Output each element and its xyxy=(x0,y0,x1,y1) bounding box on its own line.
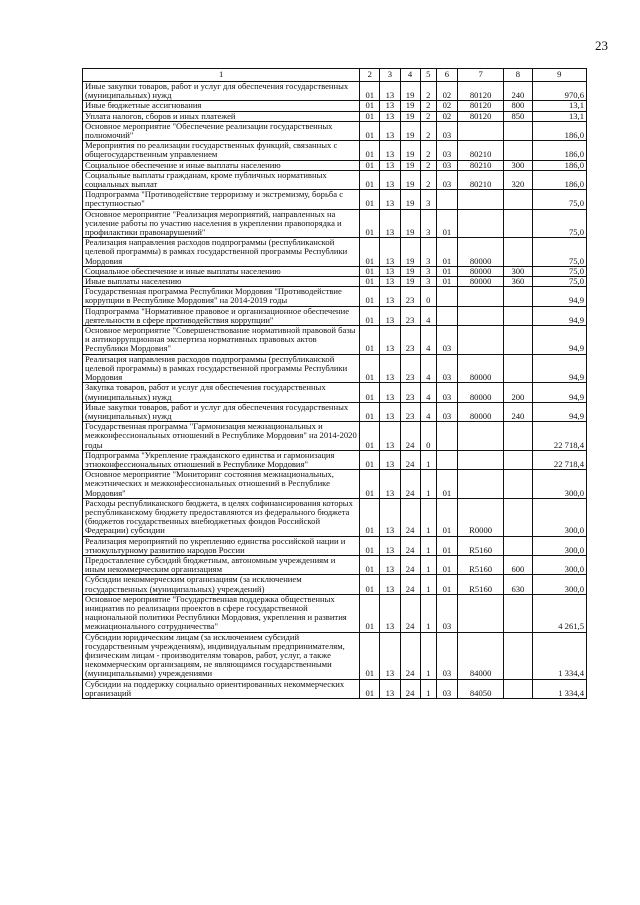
amount-cell: 13,1 xyxy=(532,111,586,121)
row-name-cell: Подпрограмма "Нормативное правовое и организационное обеспечение деятельности в сфере противодействия коррупции" xyxy=(83,306,360,325)
section-code-cell: 01 xyxy=(360,594,380,632)
activity-code-cell: 02 xyxy=(436,82,457,101)
amount-cell: 300,0 xyxy=(532,555,586,574)
row-name-cell: Иные закупки товаров, работ и услуг для обеспечения государственных (муниципальных) нужд xyxy=(83,82,360,101)
section-code-cell: 01 xyxy=(360,354,380,383)
subprogram-code-cell: 4 xyxy=(420,402,436,421)
table-row xyxy=(83,141,587,160)
amount-cell: 186,0 xyxy=(532,141,586,160)
subprogram-code-cell: 3 xyxy=(420,209,436,238)
program-code-cell: 19 xyxy=(400,277,420,287)
subsection-code-cell: 13 xyxy=(380,141,400,160)
section-code-cell: 01 xyxy=(360,632,380,679)
subsection-code-cell: 13 xyxy=(380,402,400,421)
activity-code-cell: 03 xyxy=(436,141,457,160)
subsection-code-cell: 13 xyxy=(380,190,400,209)
section-code-cell: 01 xyxy=(360,238,380,267)
expense-direction-cell: 80000 xyxy=(457,383,503,402)
subsection-code-cell: 13 xyxy=(380,679,400,698)
section-code-cell: 01 xyxy=(360,190,380,209)
expense-type-cell xyxy=(504,422,532,451)
amount-cell: 300,0 xyxy=(532,575,586,594)
row-name-cell: Реализация мероприятий по укреплению единства российской нации и этнокультурному развитию народов России xyxy=(83,536,360,555)
expense-type-cell xyxy=(504,287,532,306)
expense-type-cell xyxy=(504,632,532,679)
activity-code-cell xyxy=(436,287,457,306)
amount-cell: 94,9 xyxy=(532,326,586,355)
amount-cell: 1 334,4 xyxy=(532,679,586,698)
amount-cell: 75,0 xyxy=(532,238,586,267)
section-code-cell: 01 xyxy=(360,170,380,189)
amount-cell: 300,0 xyxy=(532,470,586,499)
subsection-code-cell: 13 xyxy=(380,160,400,170)
table-row xyxy=(83,555,587,574)
program-code-cell: 19 xyxy=(400,141,420,160)
header-cell: 8 xyxy=(504,69,532,82)
table-row xyxy=(83,121,587,140)
subprogram-code-cell: 1 xyxy=(420,594,436,632)
row-name-cell: Субсидии некоммерческим организациям (за исключением государственных (муниципальных) учреждений) xyxy=(83,575,360,594)
activity-code-cell: 03 xyxy=(436,121,457,140)
program-code-cell: 23 xyxy=(400,383,420,402)
table-row xyxy=(83,306,587,325)
row-name-cell: Реализация направления расходов подпрограммы (республиканской целевой программы) в рамках государственной программы Республики Мордовия xyxy=(83,238,360,267)
table-row xyxy=(83,470,587,499)
program-code-cell: 24 xyxy=(400,470,420,499)
subsection-code-cell: 13 xyxy=(380,450,400,469)
table-row xyxy=(83,450,587,469)
amount-cell: 75,0 xyxy=(532,266,586,276)
section-code-cell: 01 xyxy=(360,470,380,499)
program-code-cell: 19 xyxy=(400,82,420,101)
table-row xyxy=(83,160,587,170)
header-cell: 5 xyxy=(420,69,436,82)
table-row xyxy=(83,498,587,536)
table-row xyxy=(83,111,587,121)
activity-code-cell: 01 xyxy=(436,266,457,276)
subsection-code-cell: 13 xyxy=(380,306,400,325)
row-name-cell: Социальное обеспечение и иные выплаты населению xyxy=(83,160,360,170)
section-code-cell: 01 xyxy=(360,101,380,111)
program-code-cell: 19 xyxy=(400,190,420,209)
amount-cell: 22 718,4 xyxy=(532,422,586,451)
expense-direction-cell: 80000 xyxy=(457,402,503,421)
activity-code-cell xyxy=(436,450,457,469)
expense-direction-cell: R5160 xyxy=(457,575,503,594)
expense-type-cell: 300 xyxy=(504,266,532,276)
program-code-cell: 23 xyxy=(400,326,420,355)
section-code-cell: 01 xyxy=(360,306,380,325)
subsection-code-cell: 13 xyxy=(380,354,400,383)
expense-type-cell: 630 xyxy=(504,575,532,594)
row-name-cell: Мероприятия по реализации государственных функций, связанных с общегосударственным управлением xyxy=(83,141,360,160)
activity-code-cell: 01 xyxy=(436,209,457,238)
expense-direction-cell: 80120 xyxy=(457,101,503,111)
activity-code-cell: 03 xyxy=(436,383,457,402)
section-code-cell: 01 xyxy=(360,402,380,421)
subprogram-code-cell: 3 xyxy=(420,190,436,209)
subprogram-code-cell: 3 xyxy=(420,277,436,287)
amount-cell: 13,1 xyxy=(532,101,586,111)
table-row xyxy=(83,575,587,594)
row-name-cell: Государственная программа "Гармонизация межнациональных и межконфессиональных отношений в Республике Мордовия" на 2014-2020 годы xyxy=(83,422,360,451)
row-name-cell: Основное мероприятие "Мониторинг состояния межнациональных, межэтнических и межконфессиональных отношений в Республике Мордовия" xyxy=(83,470,360,499)
section-code-cell: 01 xyxy=(360,209,380,238)
expense-type-cell xyxy=(504,470,532,499)
amount-cell: 94,9 xyxy=(532,383,586,402)
row-name-cell: Реализация направления расходов подпрограммы (республиканской целевой программы) в рамках государственной программы Республики Мордовия xyxy=(83,354,360,383)
expense-type-cell xyxy=(504,498,532,536)
activity-code-cell xyxy=(436,306,457,325)
subsection-code-cell: 13 xyxy=(380,536,400,555)
subsection-code-cell: 13 xyxy=(380,170,400,189)
table-row xyxy=(83,82,587,101)
table-row xyxy=(83,190,587,209)
table-row xyxy=(83,422,587,451)
subsection-code-cell: 13 xyxy=(380,632,400,679)
header-cell: 7 xyxy=(457,69,503,82)
subprogram-code-cell: 1 xyxy=(420,575,436,594)
expense-direction-cell: 80120 xyxy=(457,111,503,121)
subprogram-code-cell: 2 xyxy=(420,141,436,160)
row-name-cell: Государственная программа Республики Мордовия "Противодействие коррупции в Республике Мордовия" на 2014-2019 годы xyxy=(83,287,360,306)
row-name-cell: Социальные выплаты гражданам, кроме публичных нормативных социальных выплат xyxy=(83,170,360,189)
row-name-cell: Расходы республиканского бюджета, в целях софинансирования которых республиканскому бюджету предоставляются из федерального бюджета (бюджетов государственных внебюджетных фондов Российской Федерации) субсидии xyxy=(83,498,360,536)
amount-cell: 94,9 xyxy=(532,402,586,421)
program-code-cell: 24 xyxy=(400,632,420,679)
table-row xyxy=(83,209,587,238)
subprogram-code-cell: 2 xyxy=(420,170,436,189)
amount-cell: 186,0 xyxy=(532,121,586,140)
program-code-cell: 23 xyxy=(400,306,420,325)
row-name-cell: Предоставление субсидий бюджетным, автономным учреждениям и иным некоммерческим организациям xyxy=(83,555,360,574)
section-code-cell: 01 xyxy=(360,82,380,101)
expense-direction-cell: R5160 xyxy=(457,555,503,574)
subprogram-code-cell: 1 xyxy=(420,498,436,536)
activity-code-cell: 03 xyxy=(436,160,457,170)
subprogram-code-cell: 0 xyxy=(420,287,436,306)
subprogram-code-cell: 4 xyxy=(420,306,436,325)
amount-cell: 186,0 xyxy=(532,170,586,189)
amount-cell: 75,0 xyxy=(532,209,586,238)
amount-cell: 1 334,4 xyxy=(532,632,586,679)
table-row xyxy=(83,536,587,555)
subprogram-code-cell: 1 xyxy=(420,632,436,679)
section-code-cell: 01 xyxy=(360,121,380,140)
table-row xyxy=(83,266,587,276)
program-code-cell: 24 xyxy=(400,679,420,698)
amount-cell: 300,0 xyxy=(532,498,586,536)
row-name-cell: Основное мероприятие "Реализация мероприятий, направленных на усиление работы по участию населения в укреплении правопорядка и профилактики правонарушений" xyxy=(83,209,360,238)
row-name-cell: Субсидии на поддержку социально ориентированных некоммерческих организаций xyxy=(83,679,360,698)
expense-type-cell xyxy=(504,450,532,469)
subprogram-code-cell: 3 xyxy=(420,238,436,267)
activity-code-cell: 03 xyxy=(436,326,457,355)
activity-code-cell xyxy=(436,422,457,451)
program-code-cell: 24 xyxy=(400,536,420,555)
amount-cell: 300,0 xyxy=(532,536,586,555)
row-name-cell: Подпрограмма "Укрепление гражданского единства и гармонизация этноконфессиональных отношений в Республике Мордовия" xyxy=(83,450,360,469)
program-code-cell: 19 xyxy=(400,209,420,238)
table-row xyxy=(83,287,587,306)
section-code-cell: 01 xyxy=(360,536,380,555)
row-name-cell: Иные закупки товаров, работ и услуг для обеспечения государственных (муниципальных) нужд xyxy=(83,402,360,421)
table-row xyxy=(83,101,587,111)
expense-type-cell xyxy=(504,141,532,160)
table-row xyxy=(83,402,587,421)
expense-direction-cell: 80210 xyxy=(457,170,503,189)
activity-code-cell: 01 xyxy=(436,536,457,555)
program-code-cell: 19 xyxy=(400,101,420,111)
activity-code-cell: 01 xyxy=(436,277,457,287)
section-code-cell: 01 xyxy=(360,383,380,402)
expense-type-cell: 240 xyxy=(504,402,532,421)
subsection-code-cell: 13 xyxy=(380,498,400,536)
expense-direction-cell xyxy=(457,121,503,140)
subprogram-code-cell: 1 xyxy=(420,679,436,698)
header-row xyxy=(83,69,587,82)
expense-direction-cell xyxy=(457,326,503,355)
section-code-cell: 01 xyxy=(360,679,380,698)
subprogram-code-cell: 2 xyxy=(420,160,436,170)
expense-direction-cell: 80000 xyxy=(457,266,503,276)
expense-direction-cell xyxy=(457,287,503,306)
header-cell: 2 xyxy=(360,69,380,82)
expense-direction-cell: 80000 xyxy=(457,238,503,267)
header-cell: 3 xyxy=(380,69,400,82)
expense-direction-cell: 84050 xyxy=(457,679,503,698)
section-code-cell: 01 xyxy=(360,422,380,451)
subsection-code-cell: 13 xyxy=(380,82,400,101)
expense-type-cell xyxy=(504,190,532,209)
subprogram-code-cell: 2 xyxy=(420,101,436,111)
expense-type-cell xyxy=(504,536,532,555)
amount-cell: 22 718,4 xyxy=(532,450,586,469)
activity-code-cell: 03 xyxy=(436,402,457,421)
activity-code-cell: 03 xyxy=(436,632,457,679)
expense-direction-cell: R0000 xyxy=(457,498,503,536)
expense-direction-cell xyxy=(457,450,503,469)
section-code-cell: 01 xyxy=(360,160,380,170)
activity-code-cell: 01 xyxy=(436,470,457,499)
activity-code-cell: 01 xyxy=(436,555,457,574)
program-code-cell: 23 xyxy=(400,354,420,383)
subprogram-code-cell: 1 xyxy=(420,555,436,574)
subsection-code-cell: 13 xyxy=(380,266,400,276)
activity-code-cell: 02 xyxy=(436,101,457,111)
expense-direction-cell xyxy=(457,594,503,632)
subsection-code-cell: 13 xyxy=(380,111,400,121)
section-code-cell: 01 xyxy=(360,141,380,160)
activity-code-cell: 03 xyxy=(436,679,457,698)
header-cell: 4 xyxy=(400,69,420,82)
row-name-cell: Иные бюджетные ассигнования xyxy=(83,101,360,111)
activity-code-cell: 03 xyxy=(436,354,457,383)
activity-code-cell: 01 xyxy=(436,575,457,594)
table-row xyxy=(83,594,587,632)
subprogram-code-cell: 1 xyxy=(420,536,436,555)
subsection-code-cell: 13 xyxy=(380,121,400,140)
program-code-cell: 24 xyxy=(400,450,420,469)
amount-cell: 75,0 xyxy=(532,277,586,287)
subprogram-code-cell: 0 xyxy=(420,422,436,451)
program-code-cell: 24 xyxy=(400,498,420,536)
expense-direction-cell: 80210 xyxy=(457,160,503,170)
section-code-cell: 01 xyxy=(360,326,380,355)
row-name-cell: Иные выплаты населению xyxy=(83,277,360,287)
subsection-code-cell: 13 xyxy=(380,383,400,402)
section-code-cell: 01 xyxy=(360,575,380,594)
expense-direction-cell: R5160 xyxy=(457,536,503,555)
subprogram-code-cell: 1 xyxy=(420,450,436,469)
row-name-cell: Основное мероприятие "Совершенствование нормативной правовой базы и антикоррупционная экспертиза нормативных правовых актов Республики Мордовия" xyxy=(83,326,360,355)
expense-direction-cell: 80120 xyxy=(457,82,503,101)
program-code-cell: 24 xyxy=(400,575,420,594)
section-code-cell: 01 xyxy=(360,555,380,574)
subsection-code-cell: 13 xyxy=(380,326,400,355)
subprogram-code-cell: 3 xyxy=(420,266,436,276)
subsection-code-cell: 13 xyxy=(380,101,400,111)
table-row xyxy=(83,326,587,355)
row-name-cell: Закупка товаров, работ и услуг для обеспечения государственных (муниципальных) нужд xyxy=(83,383,360,402)
expense-direction-cell xyxy=(457,470,503,499)
program-code-cell: 19 xyxy=(400,160,420,170)
subsection-code-cell: 13 xyxy=(380,238,400,267)
subsection-code-cell: 13 xyxy=(380,555,400,574)
table-row xyxy=(83,238,587,267)
section-code-cell: 01 xyxy=(360,266,380,276)
section-code-cell: 01 xyxy=(360,287,380,306)
program-code-cell: 19 xyxy=(400,266,420,276)
subsection-code-cell: 13 xyxy=(380,470,400,499)
amount-cell: 94,9 xyxy=(532,306,586,325)
activity-code-cell: 03 xyxy=(436,170,457,189)
subsection-code-cell: 13 xyxy=(380,209,400,238)
program-code-cell: 23 xyxy=(400,287,420,306)
subprogram-code-cell: 4 xyxy=(420,326,436,355)
subsection-code-cell: 13 xyxy=(380,422,400,451)
row-name-cell: Уплата налогов, сборов и иных платежей xyxy=(83,111,360,121)
table-row xyxy=(83,679,587,698)
section-code-cell: 01 xyxy=(360,498,380,536)
expense-type-cell: 200 xyxy=(504,383,532,402)
budget-table xyxy=(82,68,587,699)
subprogram-code-cell: 4 xyxy=(420,354,436,383)
activity-code-cell xyxy=(436,190,457,209)
program-code-cell: 24 xyxy=(400,555,420,574)
expense-type-cell xyxy=(504,354,532,383)
expense-type-cell xyxy=(504,594,532,632)
activity-code-cell: 01 xyxy=(436,238,457,267)
expense-type-cell xyxy=(504,326,532,355)
table-row xyxy=(83,170,587,189)
section-code-cell: 01 xyxy=(360,277,380,287)
expense-type-cell: 300 xyxy=(504,160,532,170)
expense-type-cell: 320 xyxy=(504,170,532,189)
activity-code-cell: 02 xyxy=(436,111,457,121)
table-row xyxy=(83,383,587,402)
row-name-cell: Социальное обеспечение и иные выплаты населению xyxy=(83,266,360,276)
subprogram-code-cell: 2 xyxy=(420,111,436,121)
expense-type-cell xyxy=(504,306,532,325)
subprogram-code-cell: 2 xyxy=(420,82,436,101)
program-code-cell: 19 xyxy=(400,121,420,140)
subprogram-code-cell: 2 xyxy=(420,121,436,140)
subprogram-code-cell: 1 xyxy=(420,470,436,499)
row-name-cell: Подпрограмма "Противодействие терроризму и экстремизму, борьба с преступностью" xyxy=(83,190,360,209)
table-body xyxy=(83,82,587,699)
amount-cell: 75,0 xyxy=(532,190,586,209)
row-name-cell: Основное мероприятие "Государственная поддержка общественных инициатив по реализации проектов в сфере государственной национальной политики Республики Мордовия, укрепления и развития межнационального сотрудничества" xyxy=(83,594,360,632)
expense-type-cell xyxy=(504,238,532,267)
subsection-code-cell: 13 xyxy=(380,287,400,306)
expense-direction-cell: 84000 xyxy=(457,632,503,679)
expense-type-cell: 600 xyxy=(504,555,532,574)
amount-cell: 970,6 xyxy=(532,82,586,101)
expense-type-cell xyxy=(504,679,532,698)
program-code-cell: 19 xyxy=(400,111,420,121)
header-cell: 9 xyxy=(532,69,586,82)
subsection-code-cell: 13 xyxy=(380,277,400,287)
expense-direction-cell xyxy=(457,209,503,238)
program-code-cell: 19 xyxy=(400,170,420,189)
amount-cell: 4 261,5 xyxy=(532,594,586,632)
amount-cell: 94,9 xyxy=(532,354,586,383)
page-number: 23 xyxy=(595,38,608,53)
expense-type-cell xyxy=(504,209,532,238)
row-name-cell: Основное мероприятие "Обеспечение реализации государственных полномочий" xyxy=(83,121,360,140)
header-cell: 1 xyxy=(83,69,360,82)
subsection-code-cell: 13 xyxy=(380,594,400,632)
amount-cell: 186,0 xyxy=(532,160,586,170)
section-code-cell: 01 xyxy=(360,111,380,121)
expense-type-cell xyxy=(504,121,532,140)
expense-type-cell: 800 xyxy=(504,101,532,111)
program-code-cell: 23 xyxy=(400,402,420,421)
subsection-code-cell: 13 xyxy=(380,575,400,594)
program-code-cell: 24 xyxy=(400,422,420,451)
activity-code-cell: 01 xyxy=(436,498,457,536)
expense-direction-cell: 80210 xyxy=(457,141,503,160)
expense-direction-cell xyxy=(457,422,503,451)
row-name-cell: Субсидии юридическим лицам (за исключением субсидий государственным учреждениям), индивидуальным предпринимателям, физическим лицам - производителям товаров, работ, услуг, а также некоммерческим организациям, не являющимся государственными (муниципальными) учреждениями xyxy=(83,632,360,679)
subprogram-code-cell: 4 xyxy=(420,383,436,402)
section-code-cell: 01 xyxy=(360,450,380,469)
expense-direction-cell: 80000 xyxy=(457,277,503,287)
expense-direction-cell: 80000 xyxy=(457,354,503,383)
table-row xyxy=(83,354,587,383)
header-cell: 6 xyxy=(436,69,457,82)
activity-code-cell: 03 xyxy=(436,594,457,632)
program-code-cell: 24 xyxy=(400,594,420,632)
expense-type-cell: 360 xyxy=(504,277,532,287)
table-row xyxy=(83,632,587,679)
expense-type-cell: 850 xyxy=(504,111,532,121)
amount-cell: 94,9 xyxy=(532,287,586,306)
expense-direction-cell xyxy=(457,306,503,325)
table-row xyxy=(83,277,587,287)
program-code-cell: 19 xyxy=(400,238,420,267)
expense-type-cell: 240 xyxy=(504,82,532,101)
expense-direction-cell xyxy=(457,190,503,209)
